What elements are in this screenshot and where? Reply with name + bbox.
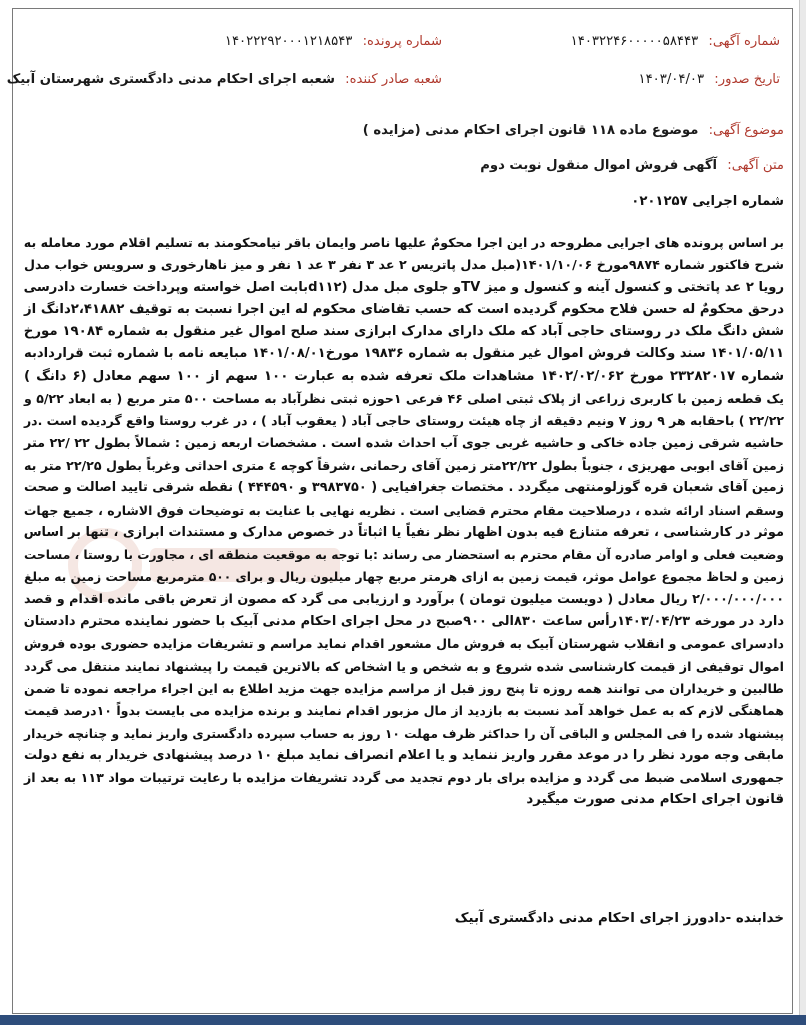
issuer-row: [7, 72, 442, 87]
issuer-label: شعبه صادر کننده:: [345, 72, 442, 87]
signature: خدابنده -دادورز اجرای احکام مدنی دادگستری آبیک: [454, 911, 784, 926]
body-line: ۱۴۰۱/۰۵/۱۱ سند وکالت فروش اموال غیر منقول به شماره ۱۹۸۳۶ مورخ۱۴۰۱/۰۸/۰۱ مبایعه نامه با شماره ثبت قراردادبه: [24, 346, 784, 362]
body-line: دادسرای عمومی و انقلاب شهرستان آبیک به فروش مال مشعور اقدام نماید مراسم و تشریفات مزایده حضوری بوده فروش: [24, 636, 784, 652]
issuer: شعبه اجرای احکام مدنی دادگستری شهرستان آبیک: [6, 72, 335, 87]
ad-number-label: شماره آگهی:: [708, 34, 780, 49]
body-line: شرح فاکتور شماره ۹۸۷۴مورخ ۱۴۰۱/۱۰/۰۶(مبل مدل پاتریس ۲ عد ۳ نفر ۳ عد ۱ نفر و میز ناهارخوری و سرویس خواب مدل: [24, 257, 784, 273]
body-line: زمین و لحاظ مجموع عوامل موثر، قیمت زمین به ازای هرمتر مربع چهار میلیون ریال و برای ۵۰۰ مترمربع مساحت زمین به مبلغ: [24, 570, 784, 585]
body-line: جمهوری اسلامی ضبط می گردد و مزایده برای بار دوم تجدید می گردد تشریفات مزایده با رعایت ترتیبات مواد ۱۱۳ به بعد از: [24, 770, 784, 786]
body-line: ۲۲/۲۲ ) باحقابه هر ۹ روز ۷ ونیم دقیقه از چاه هیئت روستای حاجی آباد ( یعقوب آباد ) ، در غرب روستا واقع گردیده است .در: [23, 413, 784, 429]
body-line: وسقم اسناد ارائه شده ، درصلاحیت مقام محترم قضایی است . نظریه نهایی با عنایت به توضیحات فوق الاشاره ، جمیع جهات: [23, 502, 784, 518]
body-line: درحق محکومٌ له حسن فلاح محکوم گردیده است که حسب تقاضای محکوم له این اجرا نسبت به توقیف ۲،۴۱۸۸۲دانگ از: [24, 301, 784, 317]
subject-row: [363, 123, 784, 138]
body-line: طالبین و خریداران می توانند همه روزه تا پنج روز قبل از مراسم مزایده جهت مزید اطلاع به این اجراء مراجعه نموده تا ضمن: [24, 680, 784, 696]
ad-number: ۱۴۰۳۲۲۴۶۰۰۰۰۰۵۸۴۴۳: [570, 34, 699, 49]
issue-date-row: [639, 72, 781, 87]
body-line: شماره ۲۳۲۸۲۰۱۷ مورخ ۱۴۰۲/۰۲/۰۶۲ مشاهدات ملک تعرفه شده به عبارت ۱۰۰ سهم از ۱۰۰ سهم معادل (۶ دانگ ): [24, 368, 785, 384]
body-line: رویا ۲ عد پاتختی و کنسول آینه و کنسول و میز TVو جلوی مبل مدل (d۱۱۲بابت اصل خواسته وپرداخت خسارت دادرسی: [23, 279, 784, 295]
exec-number: شماره اجرایی ۰۲۰۱۲۵۷: [631, 194, 784, 209]
body-line: ۲/۰۰۰/۰۰۰/۰۰۰ ریال معادل ( دویست میلیون تومان ) برآورد و ارزیابی می گرد که مصون از تعرض باقی مانده اقدام و قصد: [24, 591, 784, 607]
body-line: یک قطعه زمین با کاربری زراعی از پلاک ثبتی اصلی ۴۶ فرعی ۱حوزه ثبتی نظرآباد به مساحت ۵۰۰ متر مربع ( به ابعاد ۵/۲۲ و: [24, 391, 784, 407]
body-line: موثر در کارشناسی ، تعرفه متنازع فیه بدون اظهار نظر نفیاً یا اثباتاً در خصوص مدارک و مستندات ابرازی ، تنها بر اساس: [23, 524, 784, 540]
text-title-row: [480, 158, 784, 173]
body-line: مابقی وجه مورد نظر را در موعد مقرر واریز ننماید و یا اعلام انصراف نماید مبلغ ۱۰ درصد پیشنهادی خریدار به نفع دولت: [23, 747, 784, 763]
body-line: پیشنهاد شده را فی المجلس و الباقی آن را حداکثر ظرف مهلت ۱۰ روز به حساب سپرده دادگستری واریز نماید و چنانچه خریدار: [24, 726, 784, 741]
bottom-bar: [0, 1015, 806, 1025]
body-line: اموال توقیفی از قیمت کارشناسی شده شروع و به شخص و یا اشخاص که بالاترین قیمت را پیشنهاد نمایند منتقل می گردد: [23, 658, 784, 674]
subject: موضوع ماده ۱۱۸ قانون اجرای احکام مدنی (مزایده ): [362, 123, 699, 138]
body-line: بر اساس پرونده های اجرایی مطروحه در این اجرا محکومٌ علیها ناصر وایمان باقر نیامحکومند به تسلیم اقلام مورد معامله به: [23, 235, 784, 250]
text-label: متن آگهی:: [727, 158, 784, 173]
scrollbar[interactable]: [799, 0, 806, 1015]
text-title: آگهی فروش اموال منقول نوبت دوم: [480, 158, 718, 173]
body-line: شش دانگ ملک در روستای حاجی آباد که ملک دارای مدارک ابرازی سند صلح اموال غیر منقول به شماره ۱۹۰۸۴ مورخ: [23, 324, 784, 340]
case-number-row: [225, 34, 442, 49]
notice-body: [24, 232, 784, 812]
case-number: ۱۴۰۲۲۲۹۲۰۰۰۱۲۱۸۵۴۳: [224, 34, 353, 49]
case-number-label: شماره پرونده:: [362, 34, 442, 49]
ad-number-row: [571, 34, 780, 49]
subject-label: موضوع آگهی:: [708, 123, 784, 138]
body-line: وضعیت فعلی و اوامر صادره آن مقام محترم به استحضار می رساند :با توجه به موقعیت منطقه ای ، مجاورت با روستا ، مساحت: [24, 548, 784, 563]
issue-date-label: تاریخ صدور:: [714, 72, 780, 87]
body-line: دارد در مورخه ۱۴۰۳/۰۴/۲۳رأس ساعت ۸۳۰الی ۹۰۰صبح در محل اجرای احکام مدنی آبیک با حضور نماینده محترم دادستان: [23, 614, 784, 630]
body-line: هماهنگی لازم که به عمل خواهد آمد نسبت به بازدید از مال مزبور اقدام نمایند و برنده مزایده می بایست بدواً ۱۰درصد قیمت: [24, 703, 784, 719]
issue-date: ۱۴۰۳/۰۴/۰۳: [638, 72, 705, 87]
body-line: حاشیه شرقی زمین جاده خاکی و حاشیه غربی جوی آب احداث شده است . مشخصات اربعه زمین : شمالاً بطول ۲۲ /۲۲ متر: [24, 435, 784, 451]
body-line: زمین آقای ابوبی مهریزی ، جنوباً بطول ۲۲/۲۲متر زمین آقای رحمانی ،شرقاً کوچه ٤ متری احداثی وغرباً بطول ۲۲/۲۵ متر به: [24, 457, 784, 473]
body-line: قانون اجرای احکام مدنی صورت میگیرد: [526, 792, 784, 808]
body-line: زمین آقای شعبان قره گوزلومنتهی میگردد . مختصات جغرافیایی ( ۳۹۸۳۷۵۰ و ۴۴۴۵۹۰ ) نقطه شرقی تایید اصالت و صحت: [24, 480, 784, 496]
